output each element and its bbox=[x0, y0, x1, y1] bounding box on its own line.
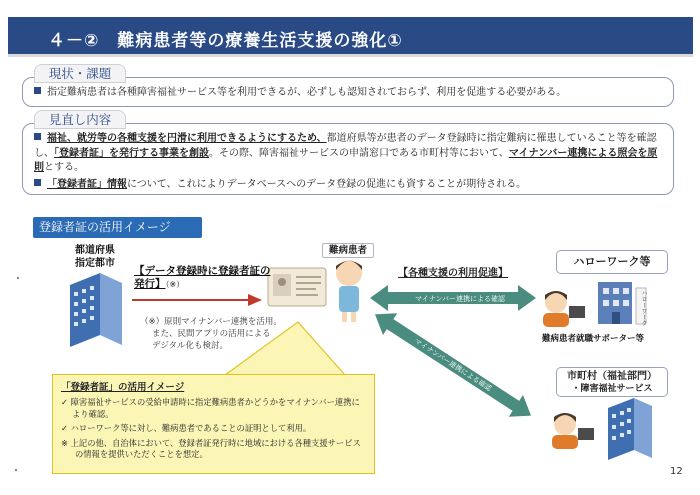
callout-item-2-text: ハローワーク等に対し、難病患者であることの証明として利用。 bbox=[70, 423, 312, 433]
page-number: 12 bbox=[670, 466, 683, 477]
callout-note bbox=[61, 438, 366, 461]
issue-mark: （※） bbox=[165, 280, 185, 289]
city-building-icon bbox=[608, 398, 652, 460]
usage-section-title: 登録者証の活用イメージ bbox=[33, 217, 202, 238]
city-person-icon bbox=[552, 413, 594, 449]
review-emphasis-1: 福祉、就労等の各種支援を円滑に利用できるようにするため、 bbox=[47, 133, 327, 144]
issue-note-line1: （※）原則マイナンバー連携を活用。 bbox=[140, 317, 282, 327]
city-label-line1: 市町村（福祉部門） bbox=[567, 371, 657, 382]
hellowork-arrow-label: マイナンバー連携による確認 bbox=[414, 295, 506, 303]
issue-label-line2: 発行】 bbox=[134, 278, 166, 290]
check-icon: ✓ bbox=[61, 397, 71, 407]
callout-note-text: 上記の他、自治体において、登録者証発行時に地域における各種支援サービスの情報を提供いただくことを想定。 bbox=[70, 437, 361, 459]
tab-review: 見直し内容 bbox=[34, 110, 126, 129]
current-status-sentence: 指定難病患者は各種障害福祉サービス等を利用できるが、必ずしも認知されておらず、利用を促進する必要がある。 bbox=[47, 87, 567, 98]
patient-label-box bbox=[322, 243, 374, 258]
callout-item-1 bbox=[61, 397, 366, 420]
hellowork-box bbox=[556, 250, 668, 274]
issue-label bbox=[134, 265, 274, 291]
scan-dot bbox=[15, 469, 17, 471]
note-mark: ※ bbox=[61, 437, 71, 448]
callout-title bbox=[61, 381, 366, 394]
callout-item-1-text: 障害福祉サービスの受給申請時に指定難病患者かどうかをマイナンバー連携により確認。 bbox=[70, 397, 360, 419]
review-text-3: とする。 bbox=[44, 162, 84, 173]
review-emphasis-2: 「登録者証」を発行する事業を創設 bbox=[54, 147, 209, 159]
patient-label: 難病患者 bbox=[328, 245, 367, 256]
promotion-label-text: 【各種支援の利用促進】 bbox=[398, 268, 508, 279]
supporter-label: 難病患者就職サポーター等 bbox=[542, 334, 645, 344]
callout-item-2 bbox=[61, 423, 366, 435]
issue-label-line1: 【データ登録時に登録者証の bbox=[134, 265, 271, 277]
review-text-1: 都道府県等が患者のデータ登録時に指定難病に罹患していること等を確認し、 bbox=[34, 133, 657, 159]
callout-title-text: 「登録者証」の活用イメージ bbox=[61, 382, 185, 393]
supporter-person-icon bbox=[543, 291, 585, 327]
tab-current-status: 現状・課題 bbox=[34, 64, 126, 83]
hellowork-label: ハローワーク等 bbox=[573, 255, 651, 268]
review-emphasis-4: 「登録者証」情報 bbox=[47, 179, 127, 190]
issue-arrow-head bbox=[248, 294, 262, 306]
page-title: ４－② 難病患者等の療養生活支援の強化① bbox=[48, 31, 403, 51]
city-label-line2: ・障害福祉サービス bbox=[571, 384, 653, 394]
city-arrow-label: マイナンバー連携による確認 bbox=[413, 337, 493, 393]
promotion-label bbox=[398, 264, 538, 279]
city-box bbox=[556, 367, 668, 397]
certificate-card-icon bbox=[268, 268, 326, 306]
issue-note-line2: また、民間アプリの活用による bbox=[152, 329, 271, 339]
issue-note bbox=[140, 316, 315, 352]
review-emphasis-3: マイナンバー連携による照会を原則 bbox=[34, 147, 658, 173]
review-text-4: について、これによりデータベースへのデータ登録の促進にも資することが期待される。 bbox=[127, 179, 527, 190]
patient-icon bbox=[336, 260, 362, 322]
prefecture-building-icon bbox=[70, 273, 122, 347]
callout-box bbox=[52, 374, 375, 474]
scan-dot bbox=[17, 277, 19, 279]
hellowork-sign: ハローワーク bbox=[640, 290, 647, 326]
prefecture-label: 都道府県 指定都市 bbox=[75, 245, 115, 269]
issue-note-line3: デジタル化も検討。 bbox=[152, 341, 228, 351]
check-icon: ✓ bbox=[61, 423, 71, 433]
review-text-2: 。その際、障害福祉サービスの申請窓口である市町村等において、 bbox=[209, 147, 509, 159]
